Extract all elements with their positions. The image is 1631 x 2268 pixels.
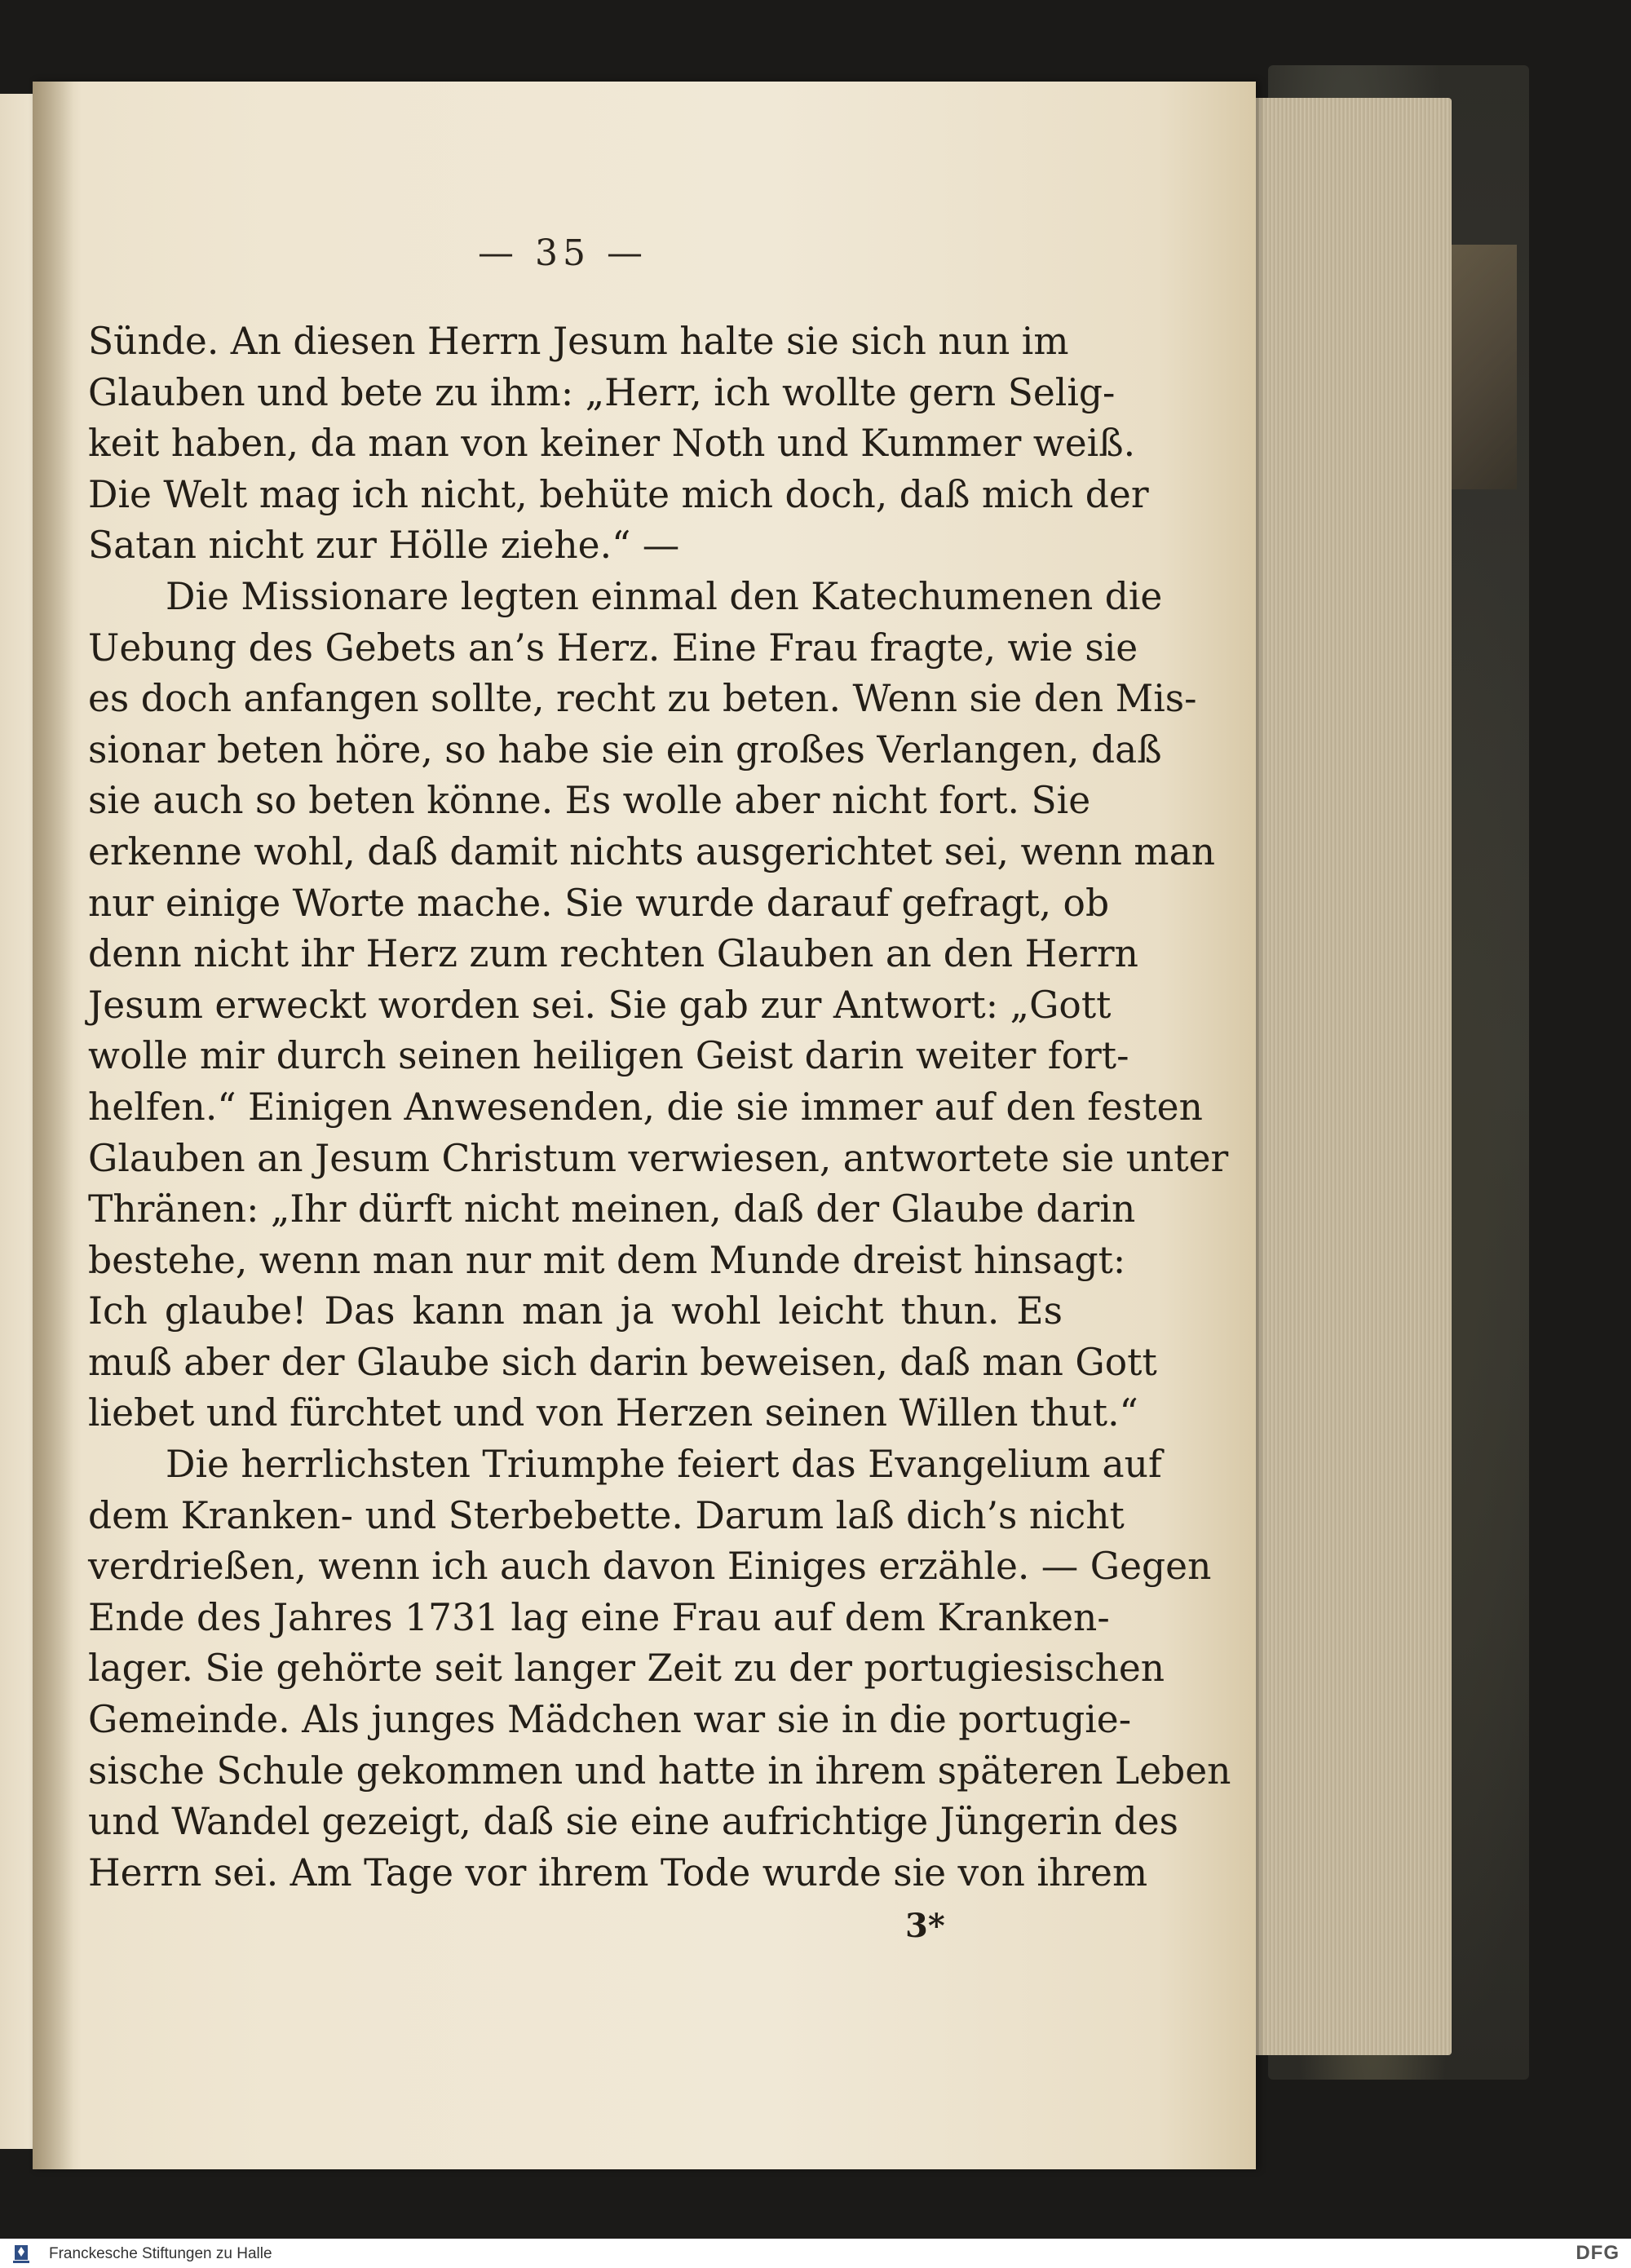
text-line: Uebung des Gebets an’s Herz. Eine Frau fragte, wie sie	[88, 626, 1138, 670]
dfg-logo: DFG	[1576, 2242, 1620, 2264]
text-line: sische Schule gekommen und hatte in ihrem späteren Leben	[88, 1749, 1231, 1793]
text-line: lager. Sie gehörte seit langer Zeit zu der portugiesischen	[88, 1647, 1165, 1691]
footer-bar	[0, 2239, 1631, 2268]
text-line: verdrießen, wenn ich auch davon Einiges erzähle. — Gegen	[88, 1545, 1212, 1589]
text-line: denn nicht ihr Herz zum rechten Glauben an den Herrn	[88, 932, 1138, 976]
text-line: Ich glaube! Das kann man ja wohl leicht thun. Es	[88, 1289, 1063, 1333]
text-line: keit haben, da man von keiner Noth und Kummer weiß.	[88, 422, 1136, 466]
text-line: sionar beten höre, so habe sie ein großes Verlangen, daß	[88, 727, 1162, 771]
signature-mark: 3*	[905, 1907, 945, 1945]
text-line: dem Kranken- und Sterbebette. Darum laß dich’s nicht	[88, 1493, 1125, 1537]
text-line: nur einige Worte mache. Sie wurde darauf gefragt, ob	[88, 881, 1110, 925]
text-line: Gemeinde. Als junges Mädchen war sie in die portugie-	[88, 1698, 1132, 1742]
body-text	[88, 316, 1231, 1899]
text-line: sie auch so beten könne. Es wolle aber nicht fort. Sie	[88, 779, 1091, 823]
gutter-shadow	[33, 82, 73, 2169]
text-line: Ende des Jahres 1731 lag eine Frau auf dem Kranken-	[88, 1595, 1110, 1639]
text-line: wolle mir durch seinen heiligen Geist darin weiter fort-	[88, 1034, 1129, 1078]
text-line: Jesum erweckt worden sei. Sie gab zur Antwort: „Gott	[88, 983, 1112, 1027]
page-number: — 35 —	[478, 232, 648, 274]
text-line: Sünde. An diesen Herrn Jesum halte sie sich nun im	[88, 320, 1069, 363]
text-line: es doch anfangen sollte, recht zu beten. Wenn sie den Mis-	[88, 677, 1197, 721]
text-line: helfen.“ Einigen Anwesenden, die sie immer auf den festen	[88, 1085, 1203, 1129]
francke-logo-icon	[11, 2244, 31, 2265]
text-line: Satan nicht zur Hölle ziehe.“ —	[88, 524, 680, 568]
text-line: Glauben und bete zu ihm: „Herr, ich wollte gern Selig-	[88, 370, 1116, 414]
text-line: erkenne wohl, daß damit nichts ausgerichtet sei, wenn man	[88, 829, 1215, 873]
text-line: Herrn sei. Am Tage vor ihrem Tode wurde sie von ihrem	[88, 1850, 1148, 1894]
text-line: Thränen: „Ihr dürft nicht meinen, daß der Glaube darin	[88, 1187, 1136, 1231]
institution-name: Franckesche Stiftungen zu Halle	[49, 2245, 272, 2262]
text-line: liebet und fürchtet und von Herzen seinen Willen thut.“	[88, 1391, 1138, 1435]
text-line: bestehe, wenn man nur mit dem Munde dreist hinsagt:	[88, 1238, 1126, 1282]
text-line: Die Missionare legten einmal den Katechumenen die	[166, 574, 1163, 618]
text-line: Glauben an Jesum Christum verwiesen, antwortete sie unter	[88, 1136, 1229, 1180]
text-line: Die herrlichsten Triumphe feiert das Evangelium auf	[166, 1443, 1162, 1487]
page-edges	[1240, 98, 1452, 2055]
text-line: Die Welt mag ich nicht, behüte mich doch, daß mich der	[88, 472, 1149, 516]
text-line: und Wandel gezeigt, daß sie eine aufrichtige Jüngerin des	[88, 1800, 1179, 1844]
text-line: muß aber der Glaube sich darin beweisen, daß man Gott	[88, 1340, 1157, 1384]
